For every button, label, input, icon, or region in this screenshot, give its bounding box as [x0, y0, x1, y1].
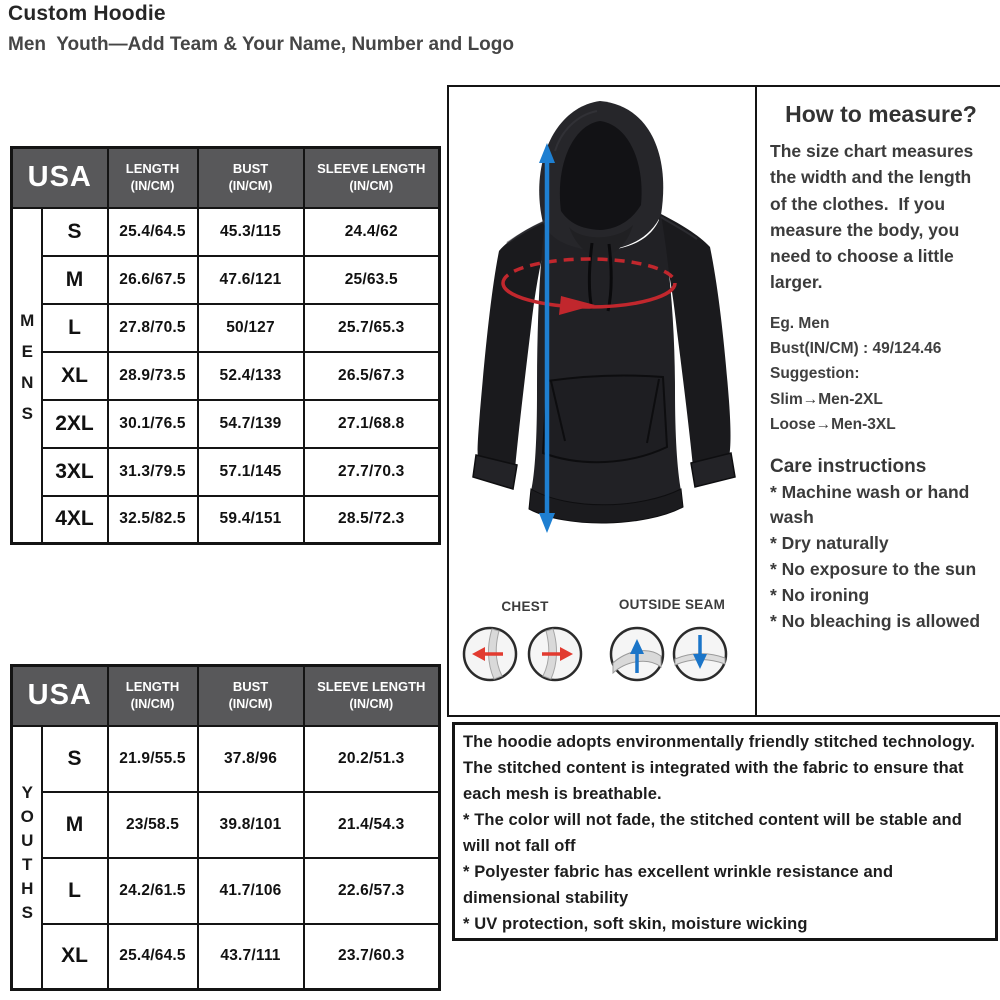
- care-item: * No ironing: [770, 585, 870, 606]
- example-line: Bust(IN/CM) : 49/124.46: [770, 339, 942, 357]
- table-row: 2XL 30.1/76.5 54.7/139 27.1/68.8: [12, 400, 440, 448]
- table-row: XL 25.4/64.5 43.7/111 23.7/60.3: [12, 924, 440, 990]
- how-to-measure-section: [757, 85, 1000, 717]
- header-length: LENGTH (IN/CM): [108, 666, 198, 726]
- page-subtitle: Men Youth—Add Team & Your Name, Number and Logo: [8, 34, 514, 55]
- header-bust: BUST (IN/CM): [198, 666, 304, 726]
- product-description-box: [452, 722, 998, 941]
- table-row: 4XL 32.5/82.5 59.4/151 28.5/72.3: [12, 496, 440, 544]
- hoodie-measure-panel: [447, 85, 757, 717]
- how-to-measure-intro: The size chart measures the width and the length of the clothes. If you measure the body, you need to choose a little larger.: [770, 141, 979, 293]
- mens-size-table: [10, 146, 441, 545]
- chest-label: CHEST: [501, 599, 549, 614]
- mens-group-label-cell: [12, 208, 42, 544]
- care-item: * Machine wash or hand wash: [770, 481, 970, 528]
- example-line: Eg. Men: [770, 314, 830, 332]
- youths-group-label-cell: [12, 726, 42, 990]
- table-row: 3XL 31.3/79.5 57.1/145 27.7/70.3: [12, 448, 440, 496]
- care-item: * No bleaching is allowed: [770, 610, 981, 631]
- table-row: M 26.6/67.5 47.6/121 25/63.5: [12, 256, 440, 304]
- youths-vertical-label: YOUTHS: [17, 782, 37, 927]
- header-usa: USA: [12, 666, 108, 726]
- chest-stretch-left-icon: [461, 625, 519, 683]
- table-row: L 27.8/70.5 50/127 25.7/65.3: [12, 304, 440, 352]
- header-bust: BUST (IN/CM): [198, 148, 304, 208]
- table-header-row: [12, 148, 440, 208]
- sizing-example-block: [770, 311, 992, 438]
- table-row: XL 28.9/73.5 52.4/133 26.5/67.3: [12, 352, 440, 400]
- kangaroo-pocket: [543, 375, 667, 462]
- care-instructions-heading: Care instructions: [770, 455, 927, 477]
- description-line: * UV protection, soft skin, moisture wicking: [463, 915, 808, 934]
- table-row: YOUTHS S 21.9/55.5 37.8/96 20.2/51.3: [12, 726, 440, 792]
- seam-fold-down-icon: [671, 625, 729, 683]
- outside-seam-label: OUTSIDE SEAM: [618, 597, 726, 612]
- example-line: Loose→Men-3XL: [770, 416, 896, 434]
- header-usa: USA: [12, 148, 108, 208]
- header-sleeve: SLEEVE LENGTH (IN/CM): [304, 666, 440, 726]
- table-row: L 24.2/61.5 41.7/106 22.6/57.3: [12, 858, 440, 924]
- table-row: MENS S 25.4/64.5 45.3/115 24.4/62: [12, 208, 440, 256]
- page-title: Custom Hoodie: [8, 2, 166, 25]
- example-line: Suggestion:: [770, 365, 860, 383]
- example-line: Slim→Men-2XL: [770, 390, 883, 408]
- description-line: * Polyester fabric has excellent wrinkle resistance and dimensional stability: [463, 863, 894, 908]
- description-line: The hoodie adopts environmentally friendly stitched technology. The stitched content is integrated with the fabric to ensure that each mesh is breathable.: [463, 733, 976, 804]
- seam-fold-up-icon: [608, 625, 666, 683]
- hoodie-image: [449, 91, 755, 591]
- how-to-measure-heading: How to measure?: [785, 101, 977, 127]
- description-line: * The color will not fade, the stitched content will be stable and will not fall off: [463, 811, 962, 856]
- care-item: * Dry naturally: [770, 533, 889, 554]
- mens-vertical-label: MENS: [17, 310, 37, 435]
- care-item: * No exposure to the sun: [770, 559, 977, 580]
- header-length: LENGTH (IN/CM): [108, 148, 198, 208]
- table-row: M 23/58.5 39.8/101 21.4/54.3: [12, 792, 440, 858]
- header-sleeve: SLEEVE LENGTH (IN/CM): [304, 148, 440, 208]
- table-header-row: [12, 666, 440, 726]
- youths-size-table: [10, 664, 441, 991]
- chest-stretch-right-icon: [526, 625, 584, 683]
